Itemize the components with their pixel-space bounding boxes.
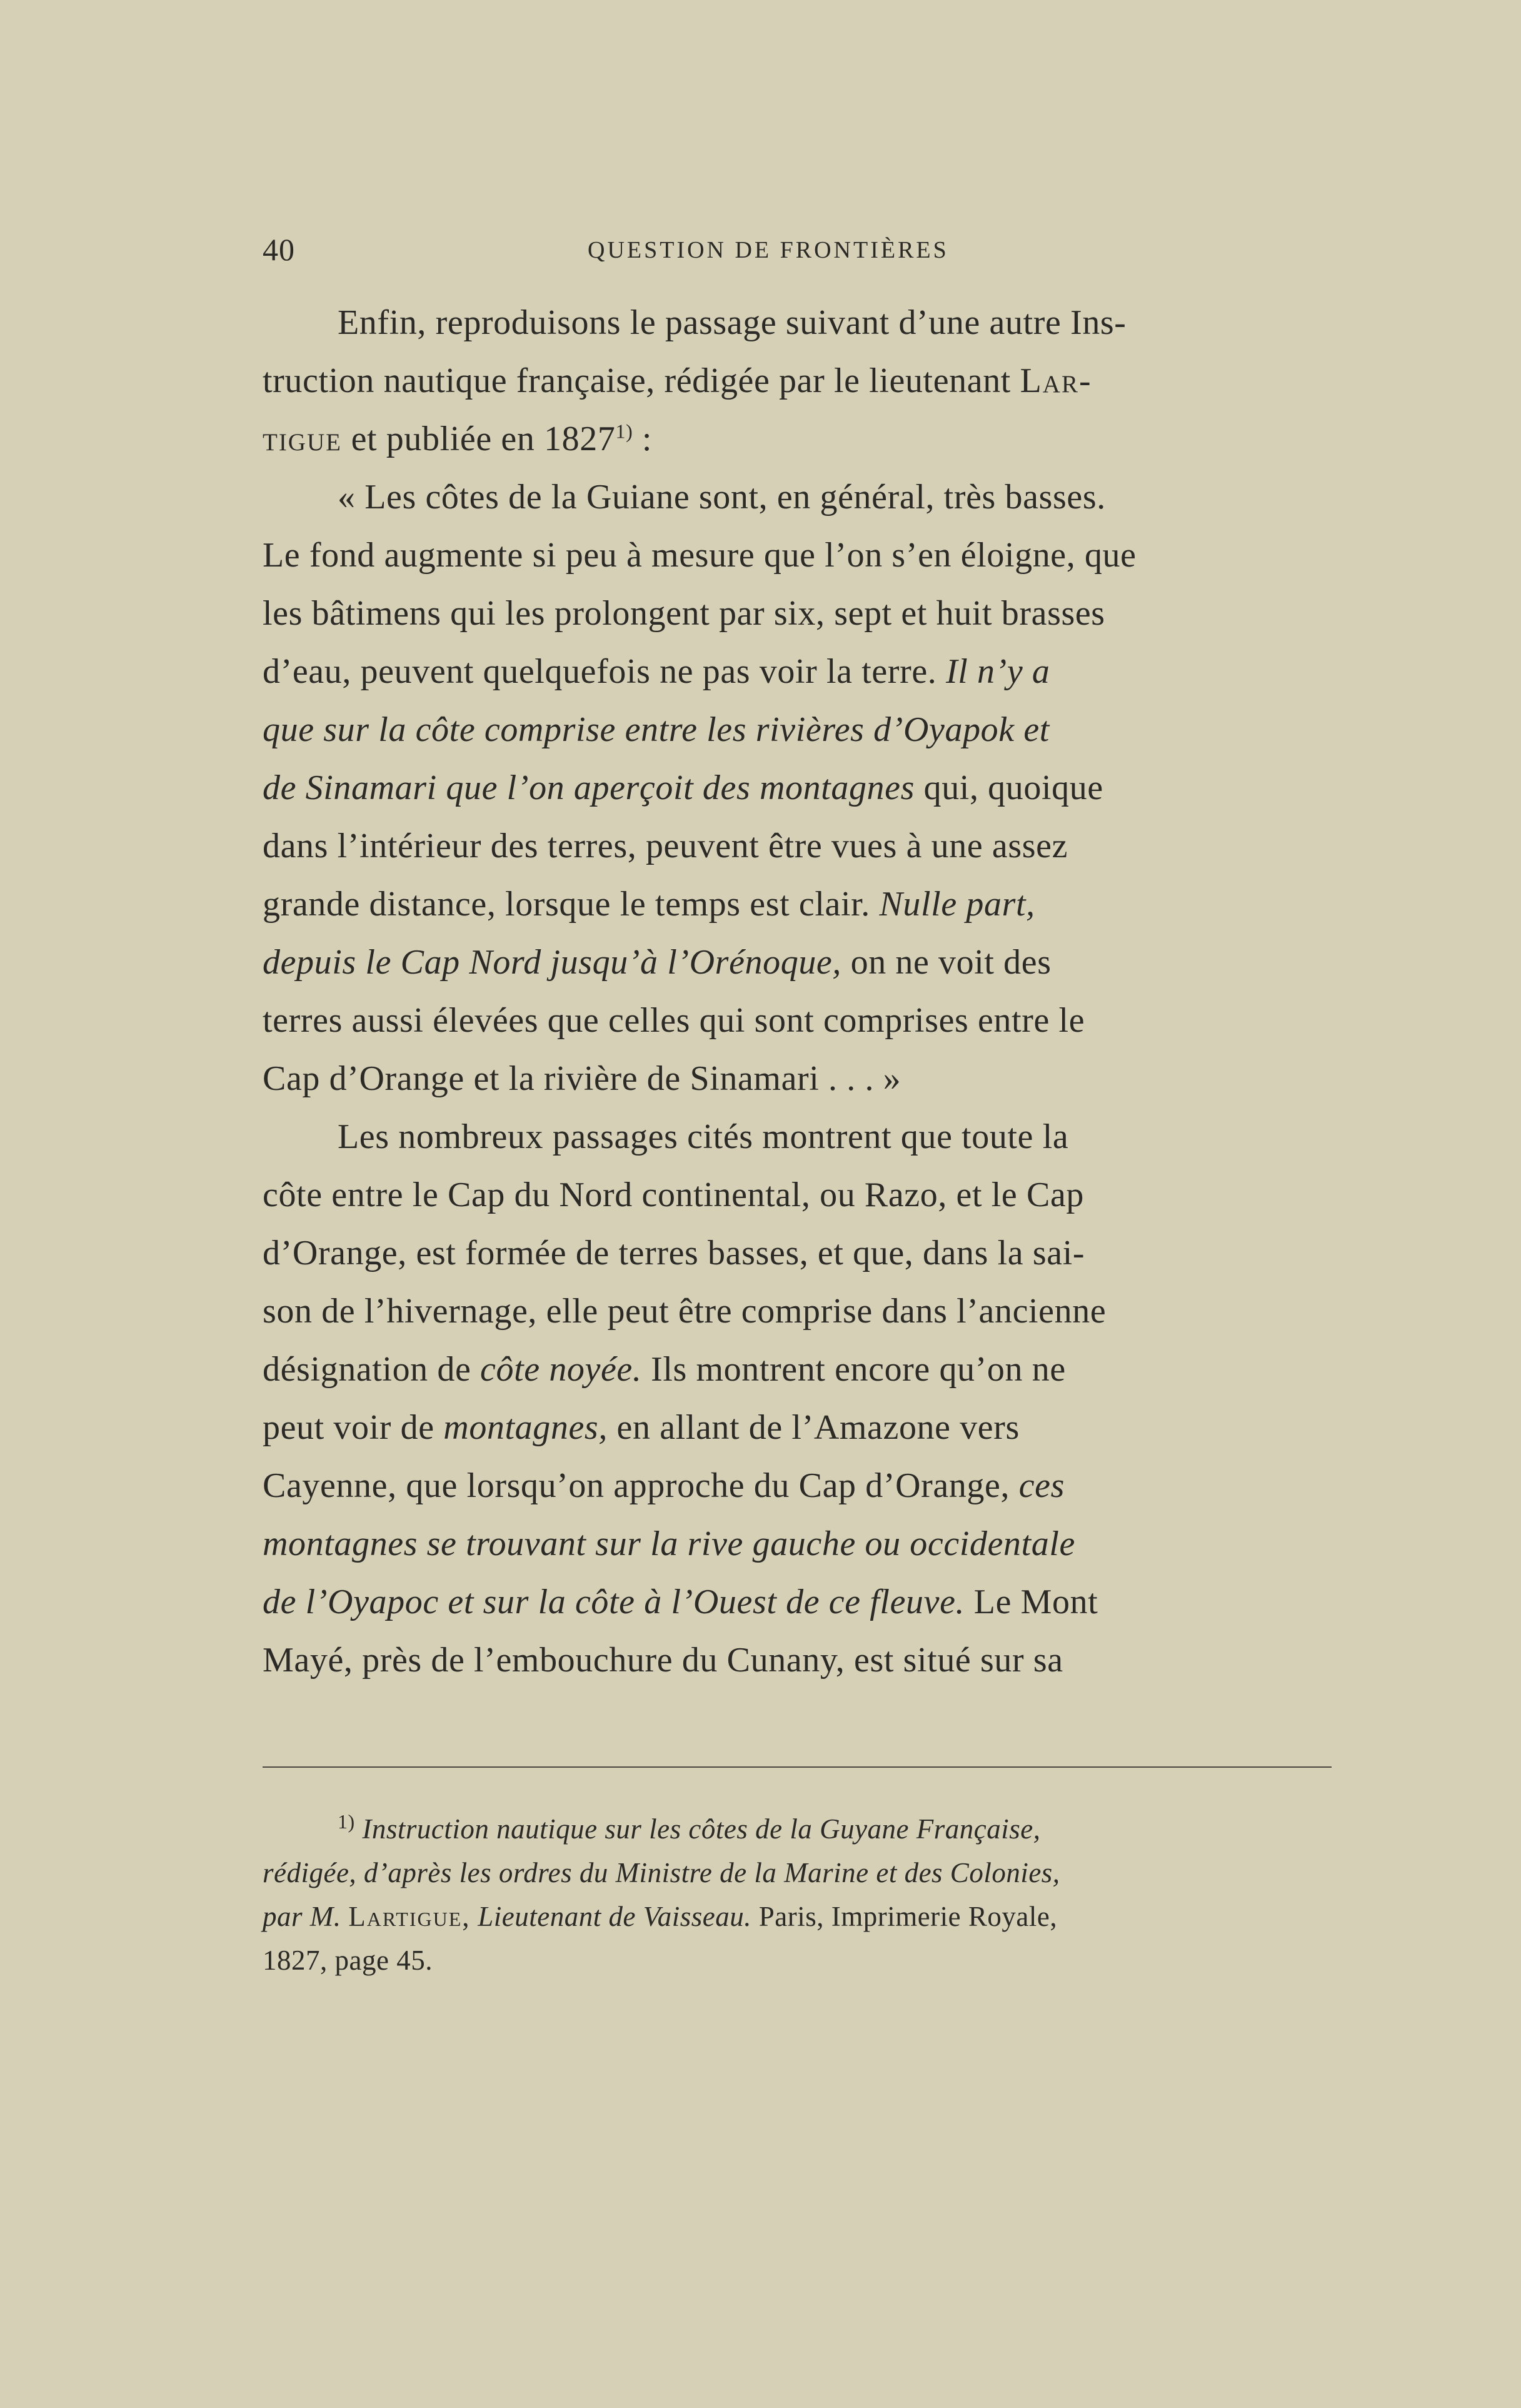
page-header <box>263 231 1332 275</box>
text-line: terres aussi élevées que celles qui sont comprises entre le <box>263 1001 1085 1040</box>
text-line: Cap d’Orange et la rivière de Sinamari . . . » <box>263 1059 901 1098</box>
text-line: Enfin, reproduisons le passage suivant d’une autre Ins- <box>338 303 1127 342</box>
text-line: « Les côtes de la Guiane sont, en général, très basses. <box>338 478 1106 516</box>
text-line: depuis le Cap Nord jusqu’à l’Orénoque, on ne voit des <box>263 943 1052 982</box>
text-line: Mayé, près de l’embouchure du Cunany, est situé sur sa <box>263 1641 1063 1680</box>
author-name: Lar- <box>1020 361 1092 400</box>
text-line: côte entre le Cap du Nord continental, ou Razo, et le Cap <box>263 1176 1084 1214</box>
text-line: truction nautique française, rédigée par le lieutenant Lar- <box>263 361 1092 400</box>
text-line: peut voir de montagnes, en allant de l’Amazone vers <box>263 1408 1020 1447</box>
text-line: les bâtimens qui les prolongent par six, sept et huit brasses <box>263 594 1105 633</box>
text-line: d’eau, peuvent quelquefois ne pas voir la terre. Il n’y a <box>263 652 1050 691</box>
footnote-line: rédigée, d’après les ordres du Ministre de la Marine et des Colonies, <box>263 1857 1060 1888</box>
footnote-divider <box>263 1766 1332 1768</box>
text-line: Le fond augmente si peu à mesure que l’on s’en éloigne, que <box>263 536 1137 575</box>
footnote <box>263 1807 1332 1982</box>
text-line: grande distance, lorsque le temps est clair. Nulle part, <box>263 885 1035 924</box>
author-name: tigue <box>263 420 342 458</box>
running-head: QUESTION DE FRONTIÈRES <box>588 237 949 263</box>
footnote-line: $^{1)}$ Instruction nautique sur les côtes de la Guyane Française, <box>338 1810 1041 1845</box>
text-line: de Sinamari que l’on aperçoit des montagnes qui, quoique <box>263 768 1103 807</box>
text-line: que sur la côte comprise entre les rivières d’Oyapok et <box>263 710 1050 749</box>
text-line: d’Orange, est formée de terres basses, et que, dans la sai- <box>263 1234 1085 1272</box>
footnote-line: par M. Lartigue, Lieutenant de Vaisseau. Paris, Imprimerie Royale, <box>263 1901 1058 1932</box>
footnote-line: 1827, page 45. <box>263 1945 433 1976</box>
text-line: tigue et publiée en 1827$^{1)}$ : <box>263 420 653 458</box>
footnote-marker: 1) <box>338 1810 355 1833</box>
text-line: montagnes se trouvant sur la rive gauche ou occidentale <box>263 1524 1075 1563</box>
text-line: Cayenne, que lorsqu’on approche du Cap d’Orange, ces <box>263 1466 1065 1505</box>
text-line: Les nombreux passages cités montrent que toute la <box>338 1117 1069 1156</box>
page-number: 40 <box>263 232 295 267</box>
text-line: de l’Oyapoc et sur la côte à l’Ouest de ce fleuve. Le Mont <box>263 1583 1098 1621</box>
body-text <box>263 294 1332 1690</box>
text-line: dans l’intérieur des terres, peuvent être vues à une assez <box>263 827 1068 865</box>
footnote-marker: 1) <box>615 420 633 443</box>
text-line: désignation de côte noyée. Ils montrent encore qu’on ne <box>263 1350 1066 1389</box>
text-line: son de l’hivernage, elle peut être comprise dans l’ancienne <box>263 1292 1107 1331</box>
